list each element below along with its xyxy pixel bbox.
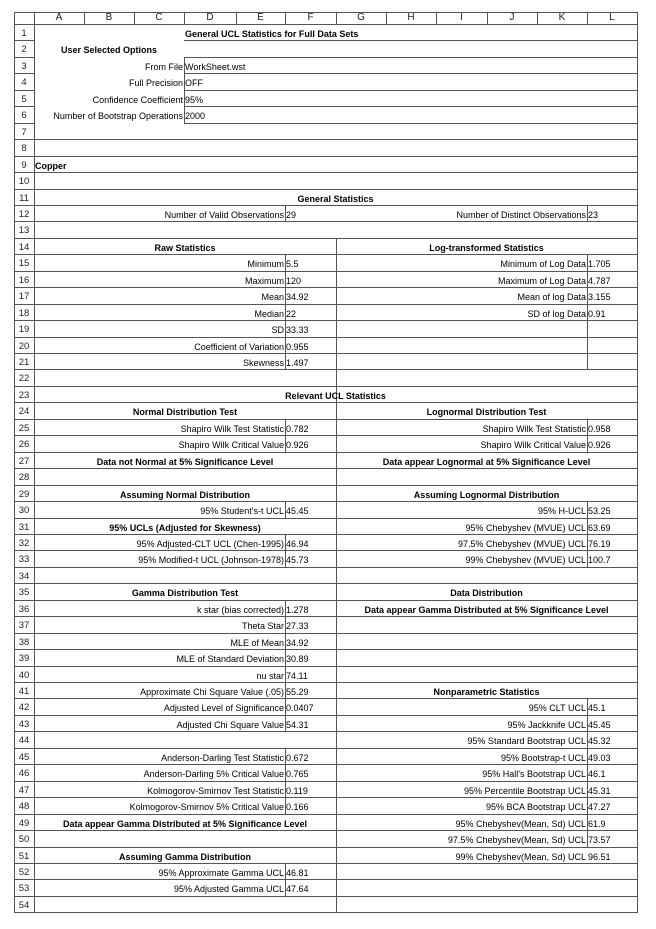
grid-line: [14, 550, 35, 551]
row-header[interactable]: 4: [21, 77, 27, 89]
grid-line: [14, 518, 35, 519]
grid-line: [14, 205, 35, 206]
grid-line: [14, 534, 35, 535]
row-header[interactable]: 47: [18, 784, 30, 796]
row-header[interactable]: 13: [18, 225, 30, 237]
row-header[interactable]: 41: [18, 686, 30, 697]
cell-value: 100.7: [588, 555, 611, 566]
cell-label: Full Precision: [128, 78, 183, 89]
row-header[interactable]: 6: [21, 110, 27, 122]
grid-line: [14, 238, 35, 239]
grid-line: [14, 764, 35, 765]
grid-line: [14, 221, 35, 222]
cell-value: 0.672: [286, 752, 309, 763]
cell-label: nu star: [256, 670, 284, 681]
cell-value: 61.9: [588, 818, 606, 829]
cell-value: 23: [588, 209, 599, 220]
grid-line: [14, 616, 35, 617]
cell-label: Kolmogorov-Smirnov 5% Critical Value: [129, 802, 284, 813]
cell-value: 45.45: [286, 506, 309, 517]
row-header[interactable]: 21: [18, 357, 30, 368]
grid-line: [14, 90, 35, 91]
grid-line: [14, 189, 35, 190]
cell-value: 0.91: [588, 308, 606, 319]
column-header-j[interactable]: J: [509, 12, 515, 23]
column-header-l[interactable]: L: [609, 12, 615, 23]
column-header-d[interactable]: D: [206, 12, 214, 23]
section-title: Relevant UCL Statistics: [285, 390, 386, 401]
grid-line: [14, 287, 35, 288]
cell-label: Mean: [261, 292, 284, 303]
column-header-f[interactable]: F: [307, 12, 314, 23]
column-header-b[interactable]: B: [105, 12, 113, 23]
grid-line: [14, 715, 35, 716]
conclusion-text: Data appear Gamma Distributed at 5% Significance Level: [364, 604, 609, 615]
cell-value: 49.03: [588, 752, 611, 763]
cell-label: SD of log Data: [527, 308, 586, 319]
row-header[interactable]: 32: [18, 537, 30, 549]
grid-line: [14, 419, 35, 420]
cell-value: 47.27: [588, 802, 611, 813]
cell-label: Maximum: [244, 275, 284, 286]
row-header[interactable]: 35: [18, 587, 30, 599]
cell-value: 1.497: [286, 358, 309, 368]
variable-name: Copper: [35, 160, 67, 171]
grid-line: [14, 797, 35, 798]
cell-label: 95% Percentile Bootstrap UCL: [463, 785, 586, 796]
cell-label: Shapiro Wilk Critical Value: [480, 440, 586, 451]
cell-value: 4.787: [588, 275, 611, 286]
row-header[interactable]: 10: [18, 176, 30, 188]
cell-value: 33.33: [286, 325, 309, 336]
row-header[interactable]: 37: [18, 620, 30, 632]
cell-label: 95% Modified-t UCL (Johnson-1978): [138, 555, 284, 566]
cell-value: 0.119: [286, 785, 308, 796]
cell-label: Minimum: [247, 259, 284, 270]
cell-label: Mean of log Data: [517, 292, 586, 303]
cell-value: 0.958: [588, 423, 611, 434]
row-header[interactable]: 17: [18, 291, 30, 303]
row-header[interactable]: 14: [18, 241, 30, 253]
cell-value: 5.5: [286, 259, 299, 270]
grid-line: [14, 40, 35, 41]
row-header[interactable]: 38: [18, 636, 30, 648]
cell-value: 76.19: [588, 538, 611, 549]
cell-label: SD: [271, 325, 284, 336]
cell-value: 63.69: [588, 522, 611, 533]
cell-label: MLE of Standard Deviation: [176, 654, 284, 665]
grid-line: [14, 896, 35, 897]
grid-line: [14, 106, 35, 107]
grid-line: [14, 863, 35, 864]
cell-label: k star (bias corrected): [196, 604, 284, 615]
cell-value: 54.31: [286, 719, 309, 730]
cell-label: 95% Bootstrap-t UCL: [500, 752, 586, 763]
grid-line: [14, 320, 35, 321]
cell-label: 95% BCA Bootstrap UCL: [485, 802, 586, 813]
grid-line: [14, 830, 35, 831]
grid-line: [637, 12, 638, 913]
column-header-c[interactable]: C: [155, 12, 163, 23]
cell-value: 0.765: [286, 769, 309, 780]
cell-value: 45.32: [588, 736, 611, 747]
row-header[interactable]: 18: [18, 307, 30, 319]
row-header[interactable]: 49: [18, 817, 30, 829]
cell-label: Approximate Chi Square Value (.05): [140, 687, 284, 697]
cell-label: Number of Distinct Observations: [456, 209, 586, 220]
row-header[interactable]: 5: [21, 93, 27, 105]
grid-line: [14, 254, 35, 255]
section-title: Raw Statistics: [154, 242, 216, 253]
row-header[interactable]: 12: [18, 208, 30, 220]
column-header-g[interactable]: G: [357, 12, 365, 23]
grid-line: [14, 682, 35, 683]
grid-line: [14, 567, 35, 568]
cell-label: 95% Adjusted Gamma UCL: [173, 884, 284, 895]
row-header[interactable]: 7: [21, 126, 27, 138]
cell-value: 47.64: [286, 884, 309, 895]
row-header[interactable]: 22: [18, 373, 30, 385]
cell-label: Shapiro Wilk Critical Value: [178, 440, 284, 451]
row-header[interactable]: 8: [21, 143, 27, 155]
cell-value: 45.73: [286, 555, 309, 566]
column-header-a[interactable]: A: [55, 12, 63, 23]
row-header[interactable]: 34: [18, 570, 30, 582]
cell-label: Theta Star: [241, 621, 284, 632]
section-title: Nonparametric Statistics: [433, 687, 540, 697]
cell-label: Coefficient of Variation: [194, 341, 284, 352]
row-header[interactable]: 9: [21, 159, 27, 171]
row-header[interactable]: 1: [21, 28, 27, 39]
cell-value: 3.155: [588, 292, 611, 303]
grid-line: [14, 649, 35, 650]
grid-line: [14, 485, 35, 486]
cell-label: 95% Chebyshev(Mean, Sd) UCL: [455, 818, 586, 829]
row-header[interactable]: 42: [18, 702, 30, 714]
grid-line: [14, 24, 35, 25]
cell-value: OFF: [185, 78, 203, 89]
cell-label: 95% H-UCL: [537, 506, 586, 517]
row-header[interactable]: 53: [18, 883, 30, 895]
row-header[interactable]: 36: [18, 603, 30, 615]
grid-line: [14, 781, 35, 782]
cell-value: 55.29: [286, 687, 309, 697]
grid-line: [14, 402, 35, 403]
grid-line: [14, 73, 35, 74]
grid-line: [34, 139, 638, 140]
conclusion-text: Data not Normal at 5% Significance Level: [96, 456, 274, 467]
cell-label: 97.5% Chebyshev (MVUE) UCL: [457, 538, 586, 549]
grid-line: [14, 271, 35, 272]
column-header-h[interactable]: H: [407, 12, 415, 23]
grid-line: [14, 57, 35, 58]
cell-label: Anderson-Darling 5% Critical Value: [143, 769, 284, 780]
cell-label: Anderson-Darling Test Statistic: [161, 752, 284, 763]
grid-line: [14, 879, 35, 880]
cell-label: Shapiro Wilk Test Statistic: [482, 423, 586, 434]
cell-value: 2000: [185, 111, 206, 122]
row-header[interactable]: 43: [18, 718, 30, 730]
column-header-i[interactable]: I: [460, 12, 463, 23]
grid-line: [14, 304, 35, 305]
grid-line: [14, 847, 35, 848]
grid-line: [14, 353, 35, 354]
cell-value: 0.782: [286, 423, 309, 434]
cell-value: 1.278: [286, 604, 309, 615]
cell-value: 0.926: [588, 440, 611, 451]
row-header[interactable]: 19: [18, 324, 30, 336]
grid-line: [14, 600, 35, 601]
section-title: Lognormal Distribution Test: [426, 407, 547, 418]
row-header[interactable]: 3: [21, 60, 27, 72]
grid-line: [184, 40, 638, 41]
cell-label: 99% Chebyshev (MVUE) UCL: [465, 555, 586, 566]
row-header[interactable]: 15: [18, 258, 30, 270]
grid-line: [14, 156, 35, 157]
row-header[interactable]: 31: [18, 521, 30, 533]
section-title: Data Distribution: [450, 588, 523, 599]
grid-line: [14, 468, 35, 469]
cell-label: 97.5% Chebyshev(Mean, Sd) UCL: [447, 835, 586, 846]
cell-value: 30.89: [286, 654, 309, 665]
row-header[interactable]: 33: [18, 554, 30, 566]
cell-label: Minimum of Log Data: [500, 259, 586, 270]
grid-line: [14, 435, 35, 436]
cell-value: 45.31: [588, 785, 611, 796]
row-header[interactable]: 2: [21, 44, 27, 56]
row-header[interactable]: 25: [18, 422, 30, 434]
cell-label: 95% Approximate Gamma UCL: [158, 867, 284, 878]
cell-label: 95% Jackknife UCL: [507, 719, 586, 730]
row-header[interactable]: 50: [18, 834, 30, 846]
cell-label: 95% Chebyshev (MVUE) UCL: [465, 522, 586, 533]
cell-value: 53.25: [588, 506, 611, 517]
section-title: 95% UCLs (Adjusted for Skewness): [109, 522, 261, 533]
grid-line: [14, 386, 35, 387]
cell-label: 95% Adjusted-CLT UCL (Chen-1995): [136, 538, 284, 549]
cell-value: 95%: [185, 94, 204, 105]
grid-line: [14, 501, 35, 502]
column-header-k[interactable]: K: [558, 12, 566, 23]
cell-value: 29: [286, 209, 297, 220]
spreadsheet: [14, 12, 638, 914]
cell-label: 95% Standard Bootstrap UCL: [467, 736, 586, 747]
conclusion-text: Data appear Lognormal at 5% Significance Level: [382, 456, 591, 467]
cell-value: 73.57: [588, 835, 611, 846]
grid-line: [34, 172, 638, 173]
cell-label: 95% Student's-t UCL: [200, 506, 284, 517]
section-title: Assuming Normal Distribution: [119, 489, 250, 500]
row-header[interactable]: 27: [18, 455, 30, 467]
row-header[interactable]: 24: [18, 406, 30, 418]
cell-label: Shapiro Wilk Test Statistic: [180, 423, 284, 434]
cell-value: 22: [286, 308, 297, 319]
row-header[interactable]: 48: [18, 801, 30, 813]
grid-line: [14, 123, 35, 124]
row-header[interactable]: 20: [18, 340, 30, 352]
grid-line: [14, 337, 35, 338]
section-title: Normal Distribution Test: [132, 407, 238, 418]
cell-value: 46.81: [286, 867, 309, 878]
cell-value: 45.1: [588, 703, 606, 714]
section-title: General Statistics: [297, 193, 374, 204]
cell-label: From File: [145, 61, 183, 72]
grid-line: [14, 814, 35, 815]
grid-line: [184, 123, 638, 124]
cell-label: Skewness: [242, 358, 284, 368]
grid-line: [14, 583, 35, 584]
grid-line: [14, 369, 35, 370]
row-header[interactable]: 51: [18, 850, 30, 862]
conclusion-text: Data appear Gamma Distributed at 5% Significance Level: [62, 818, 308, 829]
grid-line: [34, 221, 638, 222]
sheet-title: General UCL Statistics for Full Data Sets: [185, 29, 359, 39]
row-header[interactable]: 16: [18, 274, 30, 286]
cell-label: 95% CLT UCL: [528, 703, 586, 714]
row-header[interactable]: 29: [18, 488, 30, 500]
grid-line: [14, 698, 35, 699]
cell-label: Adjusted Level of Significance: [163, 703, 284, 714]
row-header[interactable]: 46: [18, 768, 30, 780]
row-header[interactable]: 44: [18, 735, 30, 747]
cell-value: 74.11: [286, 670, 308, 681]
grid-line: [14, 139, 35, 140]
row-header[interactable]: 23: [18, 389, 30, 401]
cell-value: 34.92: [286, 292, 309, 303]
options-title: User Selected Options: [60, 45, 158, 56]
row-header[interactable]: 45: [18, 751, 30, 763]
grid-line: [14, 731, 35, 732]
cell-label: Adjusted Chi Square Value: [176, 719, 284, 730]
cell-value: 46.94: [286, 538, 309, 549]
cell-label: Kolmogorov-Smirnov Test Statistic: [147, 785, 284, 796]
column-header-e[interactable]: E: [257, 12, 264, 23]
section-title: Assuming Lognormal Distribution: [413, 489, 560, 500]
cell-value: 34.92: [286, 637, 309, 648]
cell-label: Number of Bootstrap Operations: [53, 111, 183, 122]
cell-label: Maximum of Log Data: [497, 275, 586, 286]
cell-value: WorkSheet.wst: [185, 61, 246, 72]
row-header[interactable]: 28: [18, 472, 30, 484]
section-title: Assuming Gamma Distribution: [118, 851, 252, 862]
cell-value: 46.1: [588, 769, 606, 780]
row-header[interactable]: 40: [18, 669, 30, 681]
row-header[interactable]: 11: [19, 192, 29, 204]
grid-line: [14, 452, 35, 453]
cell-value: 0.955: [286, 341, 309, 352]
cell-value: 120: [286, 275, 302, 286]
grid-line: [14, 633, 35, 634]
cell-value: 0.0407: [286, 703, 314, 714]
cell-label: 99% Chebyshev(Mean, Sd) UCL: [455, 851, 586, 862]
cell-value: 0.166: [286, 802, 309, 813]
grid-line: [14, 748, 35, 749]
grid-line: [14, 172, 35, 173]
row-header[interactable]: 39: [18, 653, 30, 665]
grid-line: [14, 666, 35, 667]
cell-label: Number of Valid Observations: [164, 209, 284, 220]
row-header[interactable]: 26: [18, 439, 30, 451]
cell-label: Median: [254, 308, 284, 319]
cell-value: 96.51: [588, 851, 611, 862]
cell-value: 45.45: [588, 719, 611, 730]
section-title: Log-transformed Statistics: [429, 242, 544, 253]
cell-value: 27.33: [286, 621, 309, 632]
cell-value: 1.705: [588, 259, 611, 270]
row-header[interactable]: 30: [18, 505, 30, 517]
row-header[interactable]: 52: [18, 866, 30, 878]
cell-value: 0.926: [286, 440, 309, 451]
section-title: Gamma Distribution Test: [131, 588, 239, 599]
cell-label: Confidence Coefficient: [92, 94, 183, 105]
cell-label: MLE of Mean: [230, 637, 284, 648]
row-header[interactable]: 54: [18, 899, 30, 911]
cell-label: 95% Hall's Bootstrap UCL: [482, 769, 586, 780]
